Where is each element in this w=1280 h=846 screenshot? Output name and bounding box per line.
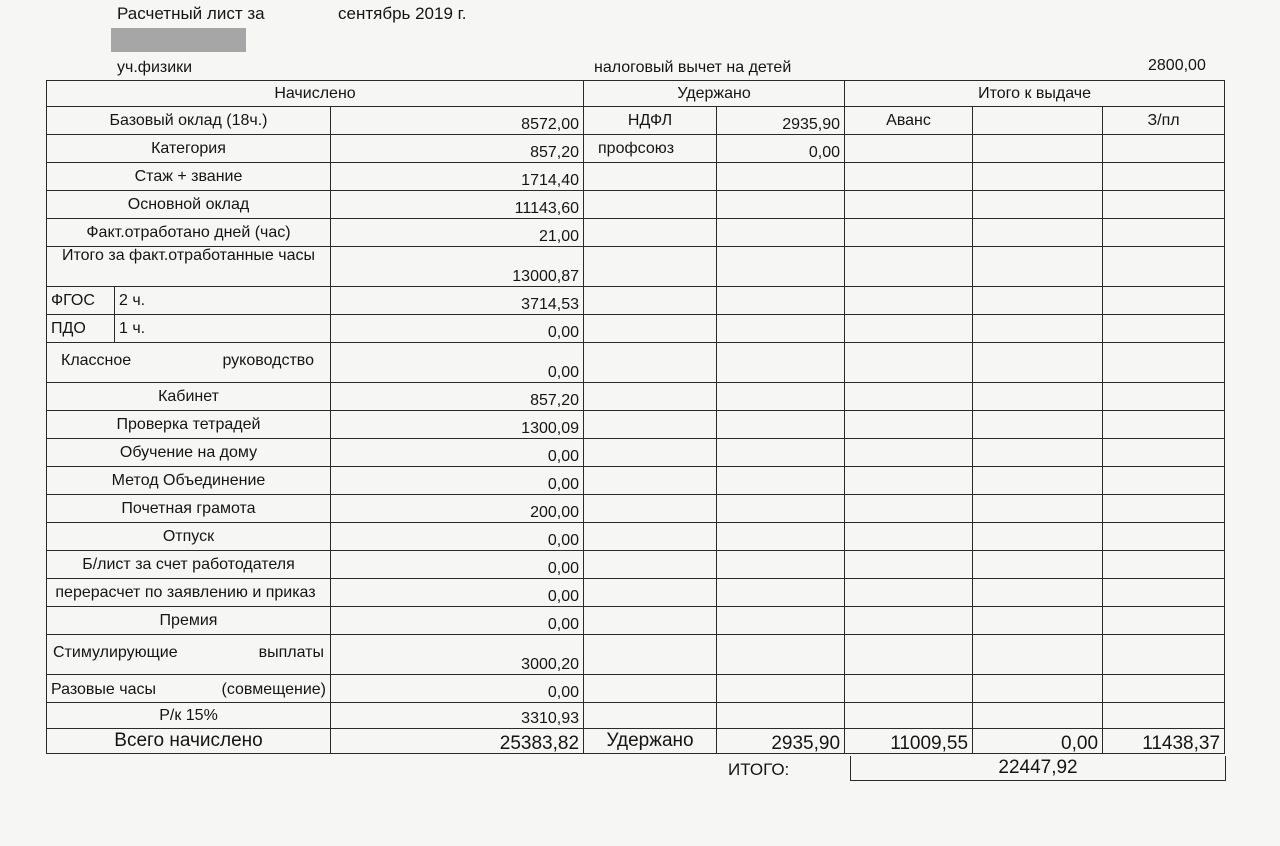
- accrual-value: 13000,87: [331, 247, 584, 287]
- salary-header: З/пл: [1103, 107, 1225, 135]
- accrual-value: 200,00: [331, 495, 584, 523]
- accrual-label-part: Классное: [61, 352, 132, 369]
- accrual-label: Факт.отработано дней (час): [47, 219, 331, 247]
- accrual-label: Основной оклад: [47, 191, 331, 219]
- table-row: [47, 191, 1225, 219]
- accrual-label-part: Разовые часы: [51, 681, 156, 698]
- table-row: [47, 579, 1225, 607]
- tax-deduction-label: налоговый вычет на детей: [594, 59, 792, 76]
- section-to-pay: Итого к выдаче: [845, 81, 1225, 107]
- accrual-value: 0,00: [331, 467, 584, 495]
- department: уч.физики: [117, 59, 193, 76]
- accrual-value: 8572,00: [331, 107, 584, 135]
- accrual-label: ФГОС: [47, 287, 115, 315]
- accrual-label: Б/лист за счет работодателя: [47, 551, 331, 579]
- total-advance-value: 11009,55: [845, 729, 973, 754]
- accrual-label: Метод Объединение: [47, 467, 331, 495]
- payslip-table: [46, 80, 1225, 754]
- table-row: [47, 163, 1225, 191]
- accrual-label: Р/к 15%: [47, 703, 331, 729]
- table-row: [47, 247, 1225, 287]
- accrual-value: 21,00: [331, 219, 584, 247]
- table-row: [47, 551, 1225, 579]
- accrual-value: 0,00: [331, 551, 584, 579]
- accrual-value: 857,20: [331, 383, 584, 411]
- deduction-label: профсоюз: [584, 135, 717, 163]
- table-row: [47, 607, 1225, 635]
- payslip-title: Расчетный лист за: [117, 4, 265, 23]
- accrual-value: 0,00: [331, 607, 584, 635]
- table-row: [47, 315, 1225, 343]
- accrual-label: Проверка тетрадей: [47, 411, 331, 439]
- table-row: [47, 219, 1225, 247]
- deduction-label: НДФЛ: [584, 107, 717, 135]
- accrual-value: 1300,09: [331, 411, 584, 439]
- accrual-label: Премия: [47, 607, 331, 635]
- accrual-label-cell: [47, 635, 331, 675]
- table-row: [47, 135, 1225, 163]
- tax-deduction-value: 2800,00: [1148, 57, 1206, 74]
- accrual-label-cell: [47, 675, 331, 703]
- accrual-label-part: выплаты: [258, 644, 324, 661]
- accrual-value: 1714,40: [331, 163, 584, 191]
- accrual-value: 0,00: [331, 343, 584, 383]
- advance-header: Аванс: [845, 107, 973, 135]
- table-row: [47, 495, 1225, 523]
- accrual-label: Итого за факт.отработанные часы: [47, 247, 331, 287]
- accrual-hours: 1 ч.: [115, 315, 331, 343]
- total-accrued-label: Всего начислено: [47, 729, 331, 754]
- accrual-label: Базовый оклад (18ч.): [47, 107, 331, 135]
- accrual-label: Категория: [47, 135, 331, 163]
- accrual-label: Стаж + звание: [47, 163, 331, 191]
- accrual-label-part: Стимулирующие: [53, 644, 178, 661]
- redacted-employee-name: [111, 28, 246, 52]
- accrual-label: Кабинет: [47, 383, 331, 411]
- total-salary-value: 11438,37: [1103, 729, 1225, 754]
- section-header-row: [47, 81, 1225, 107]
- table-row: [47, 467, 1225, 495]
- accrual-value: 0,00: [331, 439, 584, 467]
- accrual-value: 857,20: [331, 135, 584, 163]
- table-row: [47, 107, 1225, 135]
- accrual-value: 3310,93: [331, 703, 584, 729]
- section-accrued: Начислено: [47, 81, 584, 107]
- grand-total-label: ИТОГО:: [728, 760, 790, 779]
- total-withheld-value: 2935,90: [717, 729, 845, 754]
- payslip-period: сентябрь 2019 г.: [338, 4, 467, 23]
- accrual-label: Отпуск: [47, 523, 331, 551]
- total-withheld-label: Удержано: [584, 729, 717, 754]
- accrual-value: 0,00: [331, 315, 584, 343]
- total-middle-value: 0,00: [973, 729, 1103, 754]
- accrual-label: перерасчет по заявлению и приказ: [47, 579, 331, 607]
- total-accrued-value: 25383,82: [331, 729, 584, 754]
- table-row: [47, 635, 1225, 675]
- accrual-label: ПДО: [47, 315, 115, 343]
- accrual-value: 0,00: [331, 579, 584, 607]
- accrual-label: Почетная грамота: [47, 495, 331, 523]
- table-row: [47, 703, 1225, 729]
- table-row: [47, 343, 1225, 383]
- table-row: [47, 411, 1225, 439]
- accrual-label-cell: [47, 343, 331, 383]
- table-row: [47, 439, 1225, 467]
- accrual-value: 0,00: [331, 523, 584, 551]
- accrual-value: 3714,53: [331, 287, 584, 315]
- deduction-value: 0,00: [717, 135, 845, 163]
- accrual-label-part: руководство: [222, 352, 314, 369]
- accrual-value: 11143,60: [331, 191, 584, 219]
- table-row: [47, 383, 1225, 411]
- accrual-label-part: (совмещение): [221, 681, 326, 698]
- deduction-value: 2935,90: [717, 107, 845, 135]
- table-row: [47, 675, 1225, 703]
- grand-total-value: 22447,92: [850, 756, 1226, 781]
- accrual-hours: 2 ч.: [115, 287, 331, 315]
- table-row: [47, 287, 1225, 315]
- accrual-label: Обучение на дому: [47, 439, 331, 467]
- totals-row: [47, 729, 1225, 754]
- accrual-value: 0,00: [331, 675, 584, 703]
- accrual-value: 3000,20: [331, 635, 584, 675]
- table-row: [47, 523, 1225, 551]
- section-withheld: Удержано: [584, 81, 845, 107]
